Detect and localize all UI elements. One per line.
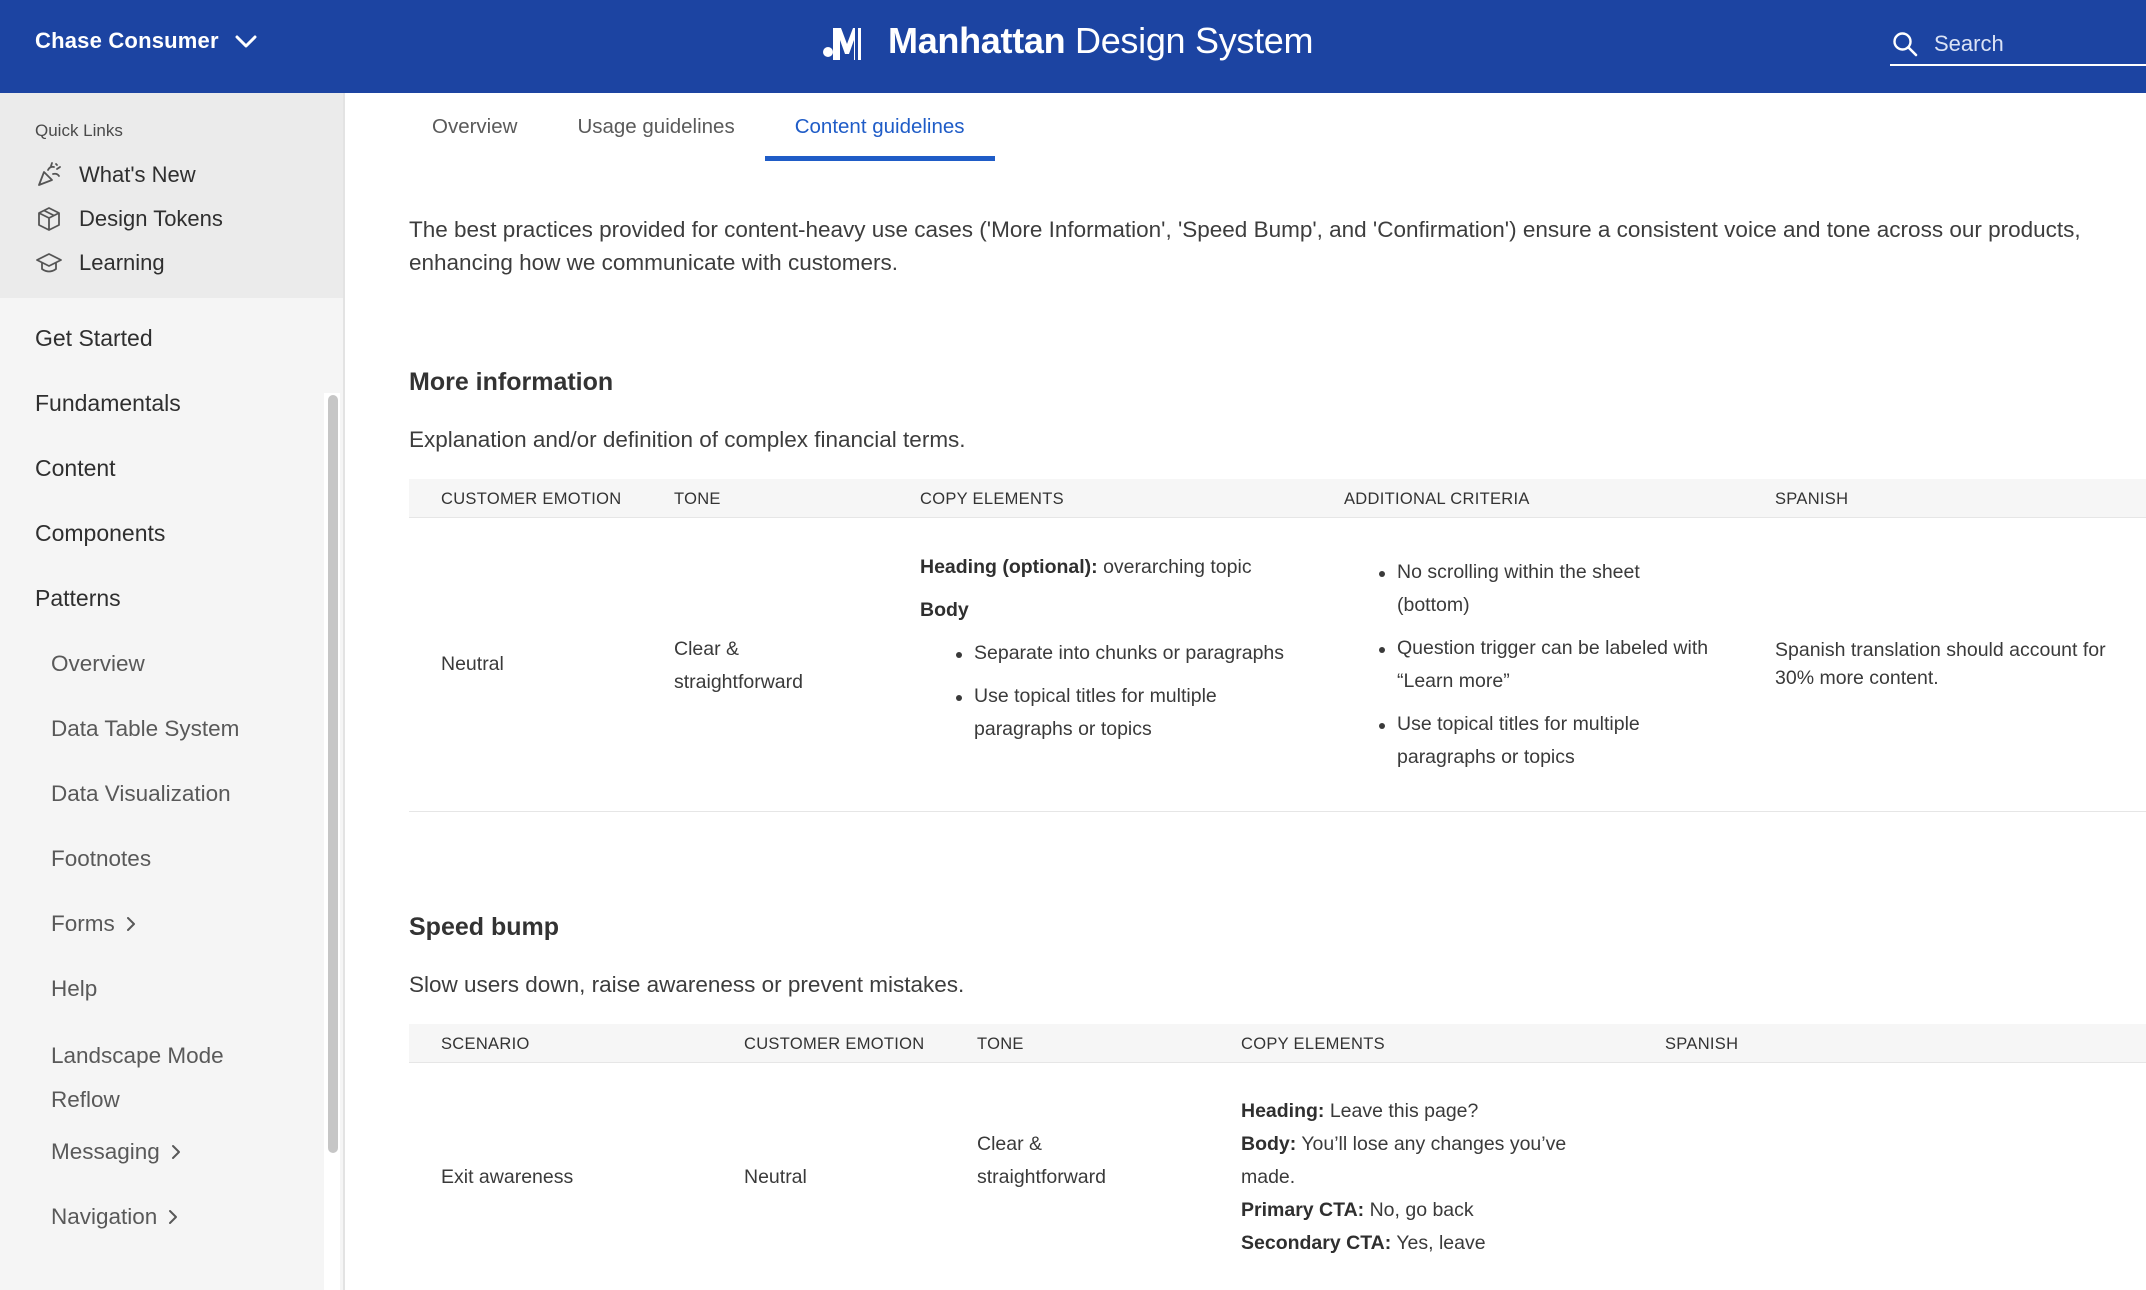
sidebar-subitem-landscape-reflow[interactable] <box>0 1021 343 1112</box>
tab-usage-guidelines[interactable]: Usage guidelines <box>577 115 735 138</box>
table-header <box>409 479 2146 518</box>
copy-value: overarching topic <box>1097 556 1252 578</box>
chevron-right-icon <box>170 1143 182 1161</box>
copy-value: Yes, leave <box>1391 1232 1486 1254</box>
sidebar-scrollbar-thumb[interactable] <box>328 395 338 1153</box>
column-header: TONE <box>977 1035 1024 1053</box>
criteria-list <box>1379 556 1709 774</box>
search-input[interactable] <box>1934 28 2124 57</box>
body-bullets <box>920 637 1300 746</box>
cube-icon <box>35 205 63 233</box>
sidebar-subitem-messaging[interactable] <box>0 1119 343 1184</box>
cell-spanish: Spanish translation should account for 30% more content. <box>1775 639 2106 689</box>
search-box[interactable] <box>1890 28 2146 66</box>
column-header: COPY ELEMENTS <box>1241 1035 1385 1053</box>
quick-link-label: Design Tokens <box>79 206 223 231</box>
sidebar-subitem-label: Forms <box>51 910 115 936</box>
column-header: SPANISH <box>1665 1035 1739 1053</box>
main-content <box>347 93 2146 1290</box>
quick-links <box>0 93 343 298</box>
column-header: SPANISH <box>1775 490 1849 508</box>
list-item: Question trigger can be labeled with “Learn more” <box>1379 632 1709 698</box>
list-item: Separate into chunks or paragraphs <box>920 637 1300 670</box>
cell-additional-criteria <box>1379 556 1709 784</box>
cell-tone: Clear & straightforward <box>674 638 803 693</box>
top-navigation-bar <box>0 0 2146 93</box>
chevron-right-icon <box>125 915 137 933</box>
sidebar-item-components[interactable]: Components <box>35 520 166 546</box>
sidebar <box>0 93 345 1290</box>
quick-link-learning[interactable] <box>35 241 343 285</box>
cell-copy-elements <box>1241 1095 1591 1260</box>
copy-label: Body <box>920 599 969 621</box>
column-header: TONE <box>674 490 721 508</box>
column-header: SCENARIO <box>441 1035 530 1053</box>
column-header: COPY ELEMENTS <box>920 490 1064 508</box>
quick-links-title: Quick Links <box>35 121 123 140</box>
column-header: ADDITIONAL CRITERIA <box>1344 490 1530 508</box>
copy-label: Body: <box>1241 1133 1297 1155</box>
sidebar-nav <box>0 298 343 1249</box>
row-divider <box>409 811 2146 812</box>
tab-content-guidelines[interactable]: Content guidelines <box>765 93 995 161</box>
quick-link-label: Learning <box>79 250 165 275</box>
cell-tone: Clear & straightforward <box>977 1133 1106 1188</box>
cell-emotion: Neutral <box>744 1166 807 1188</box>
sidebar-subitem-overview[interactable]: Overview <box>51 650 145 676</box>
graduation-cap-icon <box>35 249 63 277</box>
sidebar-subitem-help[interactable]: Help <box>51 975 98 1001</box>
cell-scenario: Exit awareness <box>441 1166 574 1188</box>
column-header: CUSTOMER EMOTION <box>441 490 622 508</box>
sidebar-subitem-footnotes[interactable]: Footnotes <box>51 845 152 871</box>
sidebar-item-content[interactable]: Content <box>35 455 116 481</box>
copy-label: Primary CTA: <box>1241 1199 1365 1221</box>
sidebar-subitem-forms[interactable] <box>0 891 343 956</box>
quick-link-design-tokens[interactable] <box>35 197 343 241</box>
sidebar-subitem-data-table-system[interactable]: Data Table System <box>51 715 240 741</box>
sidebar-subitem-navigation[interactable] <box>0 1184 343 1249</box>
sidebar-subitem-label: Reflow <box>51 1087 120 1112</box>
sidebar-subitem-label: Messaging <box>51 1138 160 1164</box>
copy-label: Heading: <box>1241 1100 1325 1122</box>
sidebar-item-fundamentals[interactable]: Fundamentals <box>35 390 181 416</box>
tab-overview[interactable]: Overview <box>432 115 518 138</box>
brand-switcher-label: Chase Consumer <box>35 28 219 53</box>
column-header: CUSTOMER EMOTION <box>744 1035 925 1053</box>
table-header <box>409 1024 2146 1063</box>
cell-emotion: Neutral <box>441 653 504 675</box>
section-description: Slow users down, raise awareness or prevent mistakes. <box>409 972 965 997</box>
section-title-more-information: More information <box>409 368 614 396</box>
section-title-speed-bump: Speed bump <box>409 913 560 941</box>
list-item: No scrolling within the sheet (bottom) <box>1379 556 1709 622</box>
party-popper-icon <box>35 161 63 189</box>
list-item: Use topical titles for multiple paragraphs or topics <box>1379 708 1709 774</box>
section-description: Explanation and/or definition of complex financial terms. <box>409 427 966 452</box>
site-title: Manhattan Design System <box>888 20 1314 61</box>
brand-switcher[interactable] <box>35 28 259 54</box>
sidebar-subitem-label: Navigation <box>51 1203 158 1229</box>
chevron-down-icon <box>233 31 259 51</box>
list-item: Use topical titles for multiple paragraphs or topics <box>920 680 1300 746</box>
site-logo[interactable] <box>822 18 1313 64</box>
quick-link-whats-new[interactable] <box>35 153 343 197</box>
sidebar-subitem-label: Landscape Mode <box>51 1043 224 1068</box>
sidebar-item-get-started[interactable]: Get Started <box>35 325 153 351</box>
intro-paragraph: The best practices provided for content-heavy use cases ('More Information', 'Speed Bump', and 'Confirmation') ensure a consistent voice and tone across our products, enhancing how we communicate with customers. <box>409 217 2081 275</box>
copy-value: You’ll lose any changes you’ve made. <box>1241 1133 1567 1188</box>
copy-label: Heading (optional): <box>920 556 1098 578</box>
cell-copy-elements <box>920 551 1300 756</box>
sidebar-item-patterns[interactable]: Patterns <box>35 585 121 611</box>
copy-value: Leave this page? <box>1324 1100 1479 1122</box>
quick-link-label: What's New <box>79 162 196 187</box>
manhattan-logo-icon <box>822 18 868 64</box>
search-icon <box>1892 31 1918 57</box>
chevron-right-icon <box>167 1208 179 1226</box>
sidebar-subitem-data-visualization[interactable]: Data Visualization <box>51 780 231 806</box>
tab-bar <box>347 93 995 161</box>
copy-label: Secondary CTA: <box>1241 1232 1392 1254</box>
copy-value: No, go back <box>1364 1199 1474 1221</box>
